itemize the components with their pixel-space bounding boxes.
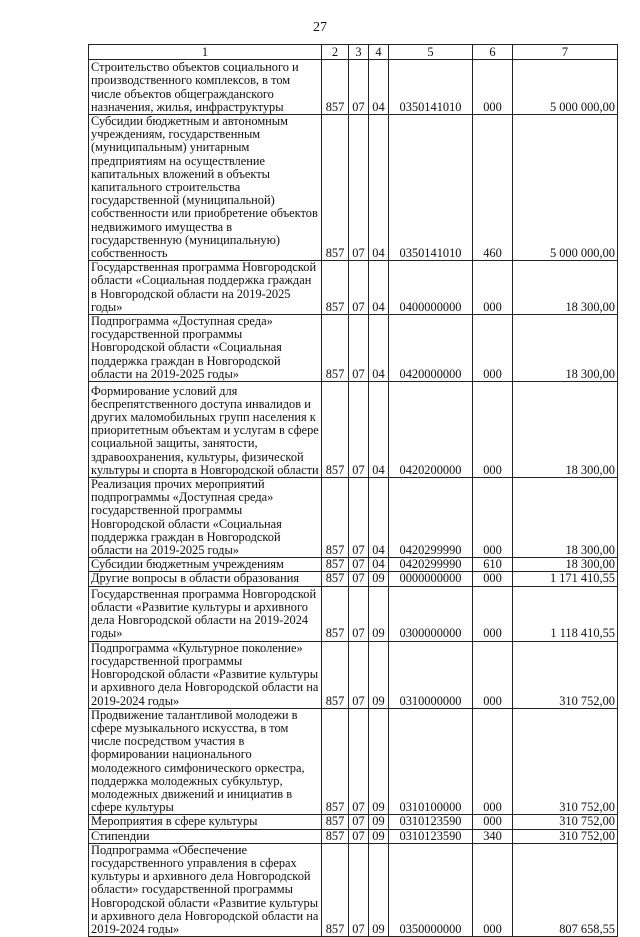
table-row [89, 478, 618, 558]
row-expense-type: 000 [473, 586, 513, 641]
row-amount: 310 752,00 [513, 829, 618, 843]
row-amount: 5 000 000,00 [513, 115, 618, 261]
row-name: Строительство объектов социального и производственного комплексов, в том числе объектов общегражданского назначения, жилья, инфраструктуры [89, 60, 322, 115]
row-target-article: 0350141010 [389, 115, 473, 261]
row-expense-type: 000 [473, 708, 513, 815]
row-ministry-code: 857 [322, 586, 349, 641]
table-row [89, 382, 618, 478]
row-subsection-code: 09 [369, 641, 389, 708]
row-subsection-code: 04 [369, 558, 389, 572]
row-name: Продвижение талантливой молодежи в сфере музыкального искусства, в том числе посредством участия в формировании национального молодежного симфонического оркестра, поддержка молодежных субкультур, молодежных движений и инициатив в сфере культуры [89, 708, 322, 815]
table-row [89, 829, 618, 843]
row-expense-type: 000 [473, 641, 513, 708]
row-name: Другие вопросы в области образования [89, 572, 322, 586]
row-ministry-code: 857 [322, 315, 349, 382]
row-subsection-code: 09 [369, 586, 389, 641]
row-section-code: 07 [349, 572, 369, 586]
header-col-5: 5 [389, 45, 473, 60]
row-subsection-code: 04 [369, 115, 389, 261]
row-target-article: 0310123590 [389, 815, 473, 829]
row-amount: 18 300,00 [513, 478, 618, 558]
header-col-1: 1 [89, 45, 322, 60]
row-section-code: 07 [349, 829, 369, 843]
row-expense-type: 000 [473, 843, 513, 936]
table-row [89, 708, 618, 815]
table-row [89, 586, 618, 641]
row-section-code: 07 [349, 843, 369, 936]
row-section-code: 07 [349, 60, 369, 115]
row-ministry-code: 857 [322, 843, 349, 936]
row-name: Мероприятия в сфере культуры [89, 815, 322, 829]
row-ministry-code: 857 [322, 641, 349, 708]
row-target-article: 0420000000 [389, 315, 473, 382]
table-row [89, 843, 618, 936]
budget-table [88, 44, 618, 937]
row-amount: 1 118 410,55 [513, 586, 618, 641]
row-amount: 5 000 000,00 [513, 60, 618, 115]
table-row [89, 815, 618, 829]
row-section-code: 07 [349, 586, 369, 641]
row-section-code: 07 [349, 115, 369, 261]
row-expense-type: 000 [473, 60, 513, 115]
table-row [89, 641, 618, 708]
row-name: Субсидии бюджетным учреждениям [89, 558, 322, 572]
row-target-article: 0400000000 [389, 261, 473, 315]
row-expense-type: 000 [473, 572, 513, 586]
row-subsection-code: 09 [369, 815, 389, 829]
row-expense-type: 000 [473, 815, 513, 829]
row-subsection-code: 09 [369, 829, 389, 843]
row-name: Подпрограмма «Культурное поколение» государственной программы Новгородской области «Развитие культуры и архивного дела Новгородской области на 2019-2024 годы» [89, 641, 322, 708]
row-amount: 18 300,00 [513, 315, 618, 382]
row-amount: 310 752,00 [513, 815, 618, 829]
row-ministry-code: 857 [322, 829, 349, 843]
table-row [89, 558, 618, 572]
header-col-4: 4 [369, 45, 389, 60]
row-section-code: 07 [349, 558, 369, 572]
row-name: Стипендии [89, 829, 322, 843]
header-col-3: 3 [349, 45, 369, 60]
row-section-code: 07 [349, 382, 369, 478]
row-subsection-code: 09 [369, 708, 389, 815]
row-name: Подпрограмма «Доступная среда» государственной программы Новгородской области «Социальная поддержка граждан в Новгородской области на 2019-2025 годы» [89, 315, 322, 382]
table-row [89, 115, 618, 261]
row-target-article: 0350000000 [389, 843, 473, 936]
row-amount: 807 658,55 [513, 843, 618, 936]
row-subsection-code: 04 [369, 60, 389, 115]
row-section-code: 07 [349, 478, 369, 558]
row-subsection-code: 04 [369, 261, 389, 315]
row-target-article: 0000000000 [389, 572, 473, 586]
row-section-code: 07 [349, 315, 369, 382]
row-target-article: 0310000000 [389, 641, 473, 708]
row-name: Государственная программа Новгородской области «Развитие культуры и архивного дела Новгородской области на 2019-2024 годы» [89, 586, 322, 641]
row-section-code: 07 [349, 261, 369, 315]
row-amount: 18 300,00 [513, 261, 618, 315]
row-amount: 310 752,00 [513, 641, 618, 708]
row-expense-type: 460 [473, 115, 513, 261]
row-target-article: 0420299990 [389, 478, 473, 558]
row-subsection-code: 09 [369, 843, 389, 936]
row-expense-type: 000 [473, 315, 513, 382]
row-target-article: 0350141010 [389, 60, 473, 115]
row-ministry-code: 857 [322, 261, 349, 315]
table-row [89, 572, 618, 586]
table-row [89, 60, 618, 115]
table-row [89, 315, 618, 382]
row-name: Субсидии бюджетным и автономным учреждениям, государственным (муниципальным) унитарным предприятиям на осуществление капитальных вложений в объекты капитального строительства государственной (муниципальной) собственности или приобретение объектов недвижимого имущества в государственную (муниципальную) собственность [89, 115, 322, 261]
row-name: Реализация прочих мероприятий подпрограммы «Доступная среда» государственной программы Новгородской области «Социальная поддержка граждан в Новгородской области на 2019-2025 годы» [89, 478, 322, 558]
row-expense-type: 000 [473, 382, 513, 478]
row-amount: 18 300,00 [513, 558, 618, 572]
row-section-code: 07 [349, 708, 369, 815]
row-name: Государственная программа Новгородской области «Социальная поддержка граждан в Новгородской области на 2019-2025 годы» [89, 261, 322, 315]
row-amount: 310 752,00 [513, 708, 618, 815]
row-expense-type: 000 [473, 261, 513, 315]
row-amount: 18 300,00 [513, 382, 618, 478]
row-target-article: 0420299990 [389, 558, 473, 572]
row-ministry-code: 857 [322, 815, 349, 829]
header-col-6: 6 [473, 45, 513, 60]
row-expense-type: 610 [473, 558, 513, 572]
row-amount: 1 171 410,55 [513, 572, 618, 586]
row-subsection-code: 04 [369, 315, 389, 382]
row-target-article: 0310123590 [389, 829, 473, 843]
page-number: 27 [313, 20, 327, 35]
header-col-2: 2 [322, 45, 349, 60]
row-subsection-code: 04 [369, 382, 389, 478]
row-ministry-code: 857 [322, 60, 349, 115]
row-name: Подпрограмма «Обеспечение государственного управления в сферах культуры и архивного дела Новгородской области» государственной программы Новгородской области «Развитие культуры и архивного дела Новгородской области на 2019-2024 годы» [89, 843, 322, 936]
row-expense-type: 000 [473, 478, 513, 558]
table-row [89, 261, 618, 315]
table-header-row [89, 45, 618, 60]
row-name: Формирование условий для беспрепятственного доступа инвалидов и других маломобильных групп населения к приоритетным объектам и услугам в сфере социальной защиты, занятости, здравоохранения, культуры, физической культуры и спорта в Новгородской области [89, 382, 322, 478]
row-ministry-code: 857 [322, 558, 349, 572]
row-section-code: 07 [349, 641, 369, 708]
row-ministry-code: 857 [322, 572, 349, 586]
row-ministry-code: 857 [322, 382, 349, 478]
row-ministry-code: 857 [322, 708, 349, 815]
row-ministry-code: 857 [322, 115, 349, 261]
row-expense-type: 340 [473, 829, 513, 843]
row-target-article: 0310100000 [389, 708, 473, 815]
header-col-7: 7 [513, 45, 618, 60]
row-subsection-code: 04 [369, 478, 389, 558]
row-subsection-code: 09 [369, 572, 389, 586]
row-target-article: 0420200000 [389, 382, 473, 478]
row-section-code: 07 [349, 815, 369, 829]
row-ministry-code: 857 [322, 478, 349, 558]
row-target-article: 0300000000 [389, 586, 473, 641]
